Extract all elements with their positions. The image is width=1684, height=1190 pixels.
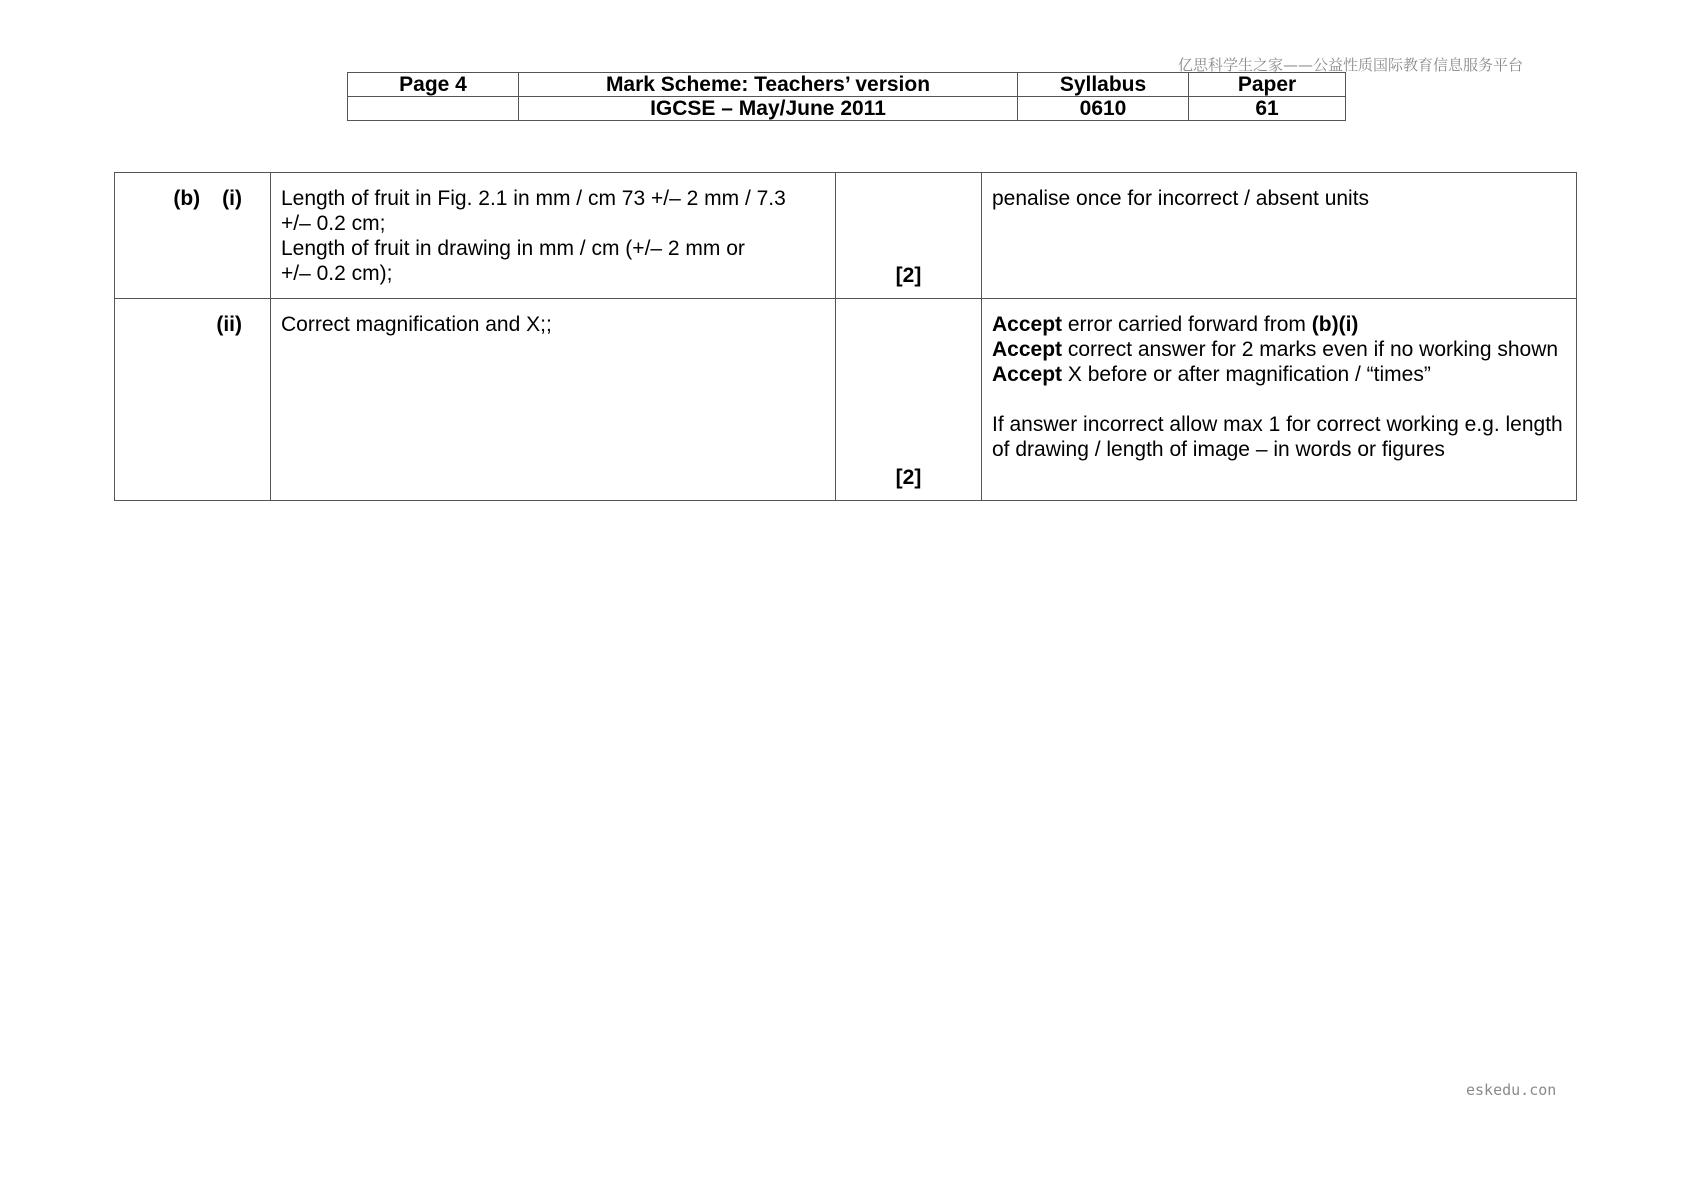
- accept-keyword: Accept: [992, 313, 1063, 336]
- guidance-line: [992, 362, 1566, 387]
- answer-line: +/– 0.2 cm);: [281, 262, 393, 285]
- answer-line: Length of fruit in drawing in mm / cm (+/– 2 mm or: [281, 237, 745, 260]
- header-row-2: [348, 97, 1346, 121]
- footer-text: eskedu.con: [1466, 1081, 1557, 1099]
- page-header-table: [347, 72, 1346, 121]
- answer-cell: Correct magnification and X;;: [271, 299, 836, 501]
- guidance-cell: [982, 299, 1577, 501]
- marks-cell: [2]: [836, 299, 982, 501]
- exam-session: IGCSE – May/June 2011: [519, 97, 1018, 121]
- mark-scheme-table: [114, 172, 1577, 501]
- guidance-text: correct answer for 2 marks even if no working shown: [1062, 338, 1559, 361]
- syllabus-code: 0610: [1018, 97, 1189, 121]
- answer-cell: [271, 173, 836, 299]
- part-label: (i): [222, 187, 242, 210]
- question-number: [115, 299, 271, 501]
- accept-keyword: Accept: [992, 363, 1063, 386]
- guidance-line: [992, 312, 1566, 337]
- header-row-1: [348, 73, 1346, 97]
- guidance-cell: penalise once for incorrect / absent units: [982, 173, 1577, 299]
- part-label: (ii): [216, 313, 242, 336]
- guidance-reference: (b)(i): [1311, 313, 1359, 336]
- answer-line: +/– 0.2 cm;: [281, 212, 386, 235]
- guidance-text: error carried forward from: [1062, 313, 1312, 336]
- paper-number: 61: [1189, 97, 1346, 121]
- question-number: [115, 173, 271, 299]
- answer-line: Length of fruit in Fig. 2.1 in mm / cm 73 +/– 2 mm / 7.3: [281, 187, 786, 210]
- spacer: [992, 387, 1566, 412]
- paper-label: Paper: [1189, 73, 1346, 97]
- page-number-blank: [348, 97, 519, 121]
- accept-keyword: Accept: [992, 338, 1063, 361]
- question-label: (b): [173, 187, 201, 210]
- syllabus-label: Syllabus: [1018, 73, 1189, 97]
- table-row: [115, 299, 1577, 501]
- guidance-line: [992, 337, 1566, 362]
- document-title: Mark Scheme: Teachers’ version: [519, 73, 1018, 97]
- page-number: Page 4: [348, 73, 519, 97]
- marks-cell: [2]: [836, 173, 982, 299]
- guidance-line: If answer incorrect allow max 1 for correct working e.g. length of drawing / length of image – in words or figures: [992, 413, 1563, 461]
- table-row: [115, 173, 1577, 299]
- guidance-text: X before or after magnification / “times”: [1062, 363, 1431, 386]
- watermark-text: 亿思科学生之家——公益性质国际教育信息服务平台: [1178, 56, 1524, 74]
